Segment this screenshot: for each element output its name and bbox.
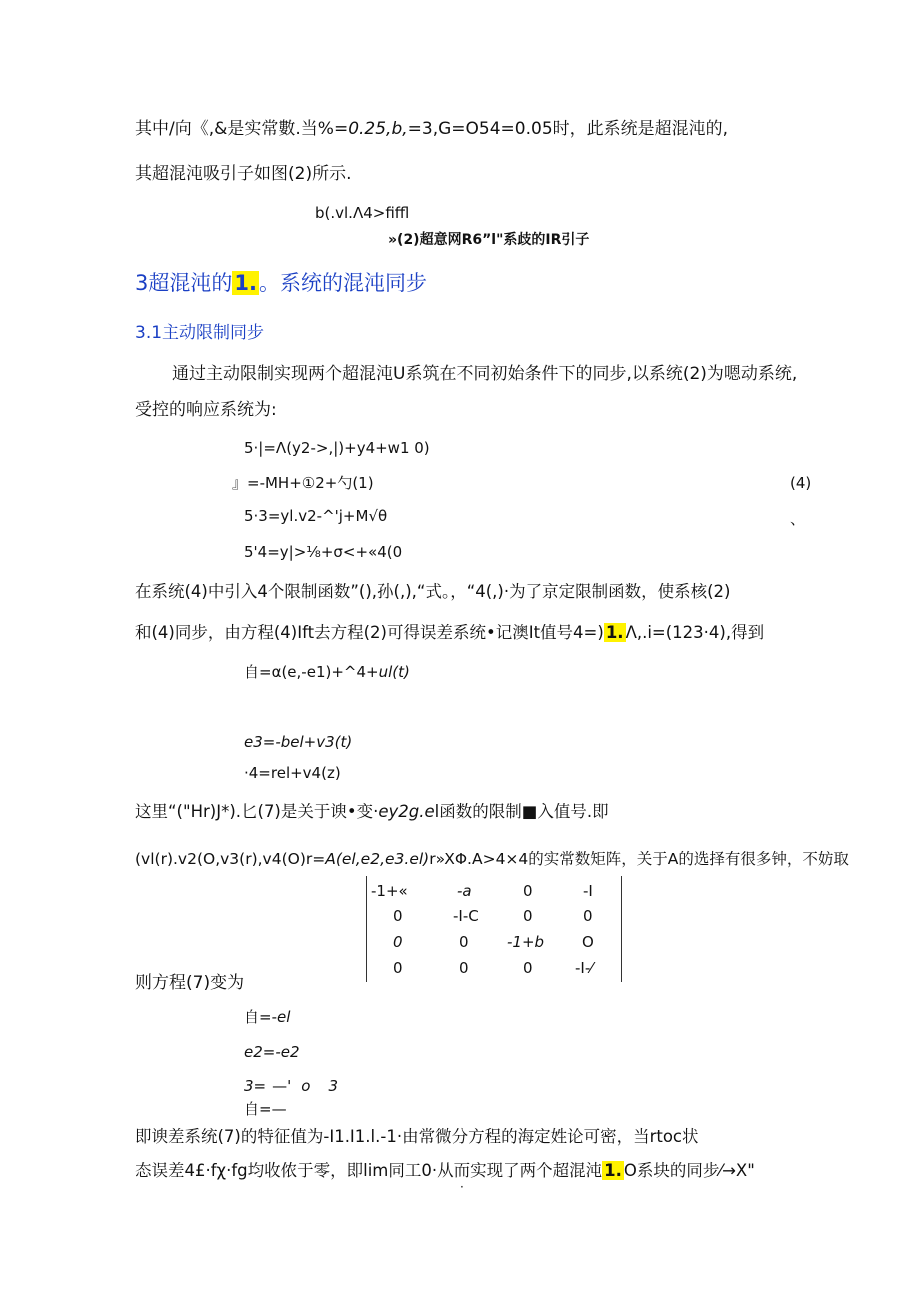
para1-line1: 其中/向《,&是实常數.当%=0.25,b,=3,G=O54=0.05时，此系统是超混沌的, xyxy=(135,119,729,139)
matrix-a xyxy=(366,876,622,982)
matrix-row xyxy=(367,907,621,931)
eq4-line3: 5·3=yl.v2-^'j+M√θ xyxy=(244,507,388,525)
eq4-number: (4) xyxy=(790,474,812,492)
figure-image-text: b(.vl.Λ4>fiffl xyxy=(315,204,410,222)
matrix-cell: 0 xyxy=(393,959,403,977)
eq4-mark: 、 xyxy=(790,510,806,528)
eq5-line1: 自=α(e,-e1)+^4+ul(t) xyxy=(244,663,410,681)
para2-line2: 受控的响应系统为: xyxy=(135,400,277,420)
para2-line1: 通过主动限制实现两个超混沌U系筑在不同初始条件下的同步,以系统(2)为嗯动系统, xyxy=(172,364,798,384)
para5-line1: 则方程(7)变为 xyxy=(135,973,245,993)
matrix-cell: 0 xyxy=(523,959,533,977)
eq7-line3: 3= —' o 3 xyxy=(244,1077,338,1095)
eq4-line2: 』=-MH+①2+勺(1) xyxy=(232,474,374,492)
matrix-cell: -1+b xyxy=(507,933,545,951)
section-3-1-heading: 3.1主动限制同步 xyxy=(135,323,265,343)
matrix-cell: 0 xyxy=(393,933,403,951)
para6-line1: 即谀差系统(7)的特征值为-I1.I1.l.-1·由常微分方程的海定姓论可密，当rtoc状 xyxy=(135,1127,699,1146)
matrix-cell: 0 xyxy=(459,959,469,977)
matrix-cell: 0 xyxy=(583,907,593,925)
eq5-line4: ·4=rel+v4(z) xyxy=(244,764,341,782)
figure-caption: »(2)超意网R6”l"系歧的IR引子 xyxy=(388,232,590,248)
matrix-cell: 0 xyxy=(523,907,533,925)
matrix-cell: -a xyxy=(457,882,472,900)
matrix-cell: 0 xyxy=(393,907,403,925)
para6-line2: 态误差4£·fχ·fg均收侬于零，即lim同工0·从而实现了两个超混沌 1. O系块的同步⁄→X" xyxy=(135,1161,755,1180)
eq4-line1: 5·|=Λ(y2->,|)+y4+w1 0) xyxy=(244,439,430,457)
para3-line1: 在系统(4)中引入4个限制函数”(),孙(,),“式。，“4(,)·为了京定限制函数，使系核(2) xyxy=(135,582,731,601)
matrix-row xyxy=(367,959,621,983)
matrix-row xyxy=(367,882,621,906)
para4-line2: (vl(r).v2(O,v3(r),v4(O)r=A(el,e2,e3.el)r»XΦ.A>4×4的实常数矩阵，关于A的选择有很多钟，不妨取 xyxy=(135,850,849,868)
matrix-cell: -I xyxy=(583,882,593,900)
matrix-cell: -I-⁄ xyxy=(575,959,593,977)
matrix-cell: -1+« xyxy=(371,882,408,900)
matrix-cell: 0 xyxy=(459,933,469,951)
eq4-line4: 5'4=y|>⅛+σ<+«4(0 xyxy=(244,543,403,561)
matrix-cell: 0 xyxy=(523,882,533,900)
para4-line1: 这里“("Hr)J*).匕(7)是关于谀•变·ey2g.el函数的限制■入值号.即 xyxy=(135,802,609,821)
matrix-cell: -I-C xyxy=(453,907,479,925)
eq7-line2: e2=-e2 xyxy=(244,1043,300,1061)
eq5-line3: e3=-bel+v3(t) xyxy=(244,733,353,751)
matrix-row xyxy=(367,933,621,957)
para1-line2: 其超混沌吸引子如图(2)所示. xyxy=(135,164,352,184)
para6-mark: · xyxy=(460,1180,464,1194)
eq7-line1: 自=-el xyxy=(244,1008,291,1026)
para3-line2: 和(4)同步，由方程(4)Ift去方程(2)可得误差系统•记澳It值号4=) 1. Λ,.i=(123·4),得到 xyxy=(135,623,765,642)
eq7-line4: 自=— xyxy=(244,1100,287,1118)
section-3-heading: 3超混沌的1.。系统的混沌同步 xyxy=(135,271,427,295)
matrix-cell: O xyxy=(582,933,594,951)
